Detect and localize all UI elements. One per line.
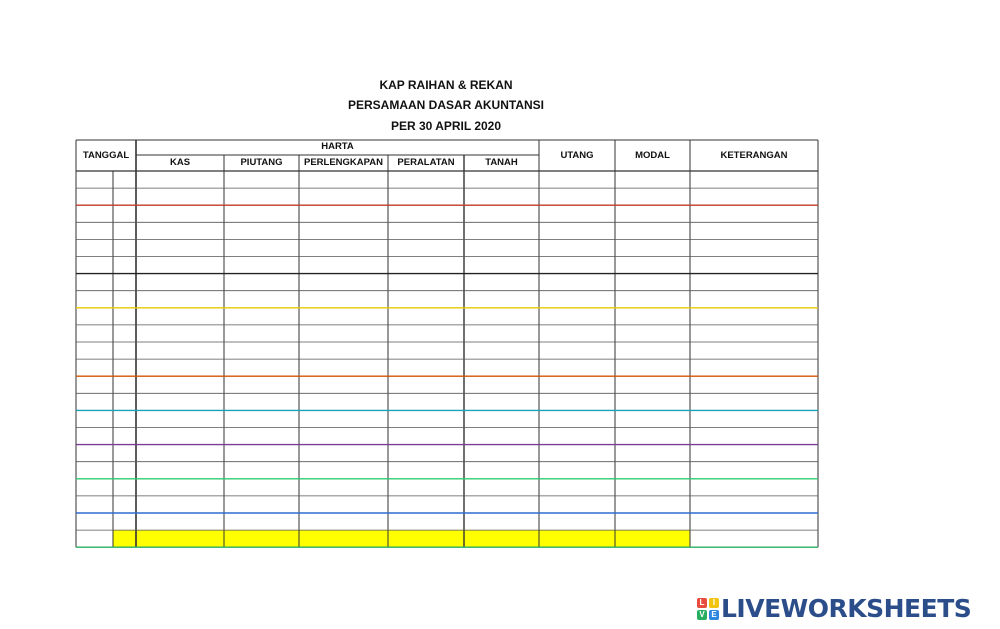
- header-modal: MODAL: [635, 150, 670, 161]
- liveworksheets-logo-icon: [697, 598, 719, 620]
- liveworksheets-logo-text: LIVEWORKSHEETS: [721, 594, 972, 623]
- logo-letter-e: E: [709, 610, 719, 620]
- header-peralatan: PERALATAN: [397, 157, 455, 168]
- logo-letter-l: L: [697, 598, 707, 608]
- header-kas: KAS: [169, 157, 191, 168]
- logo-letter-v: V: [697, 610, 707, 620]
- header-tanah: TANAH: [485, 157, 518, 168]
- document-title: PERSAMAAN DASAR AKUNTANSI: [347, 98, 544, 112]
- firm-name: KAP RAIHAN & REKAN: [379, 78, 513, 92]
- logo-letter-i: I: [709, 598, 719, 608]
- header-piutang: PIUTANG: [240, 157, 283, 168]
- period-label: PER 30 APRIL 2020: [390, 119, 502, 133]
- header-harta: HARTA: [321, 141, 354, 152]
- header-utang: UTANG: [560, 150, 594, 161]
- header-tanggal: TANGGAL: [82, 150, 130, 161]
- liveworksheets-logo: [697, 594, 997, 624]
- header-keterangan: KETERANGAN: [720, 150, 788, 161]
- total-row-fill: [113, 530, 539, 547]
- header-perlengkapan: PERLENGKAPAN: [304, 157, 383, 168]
